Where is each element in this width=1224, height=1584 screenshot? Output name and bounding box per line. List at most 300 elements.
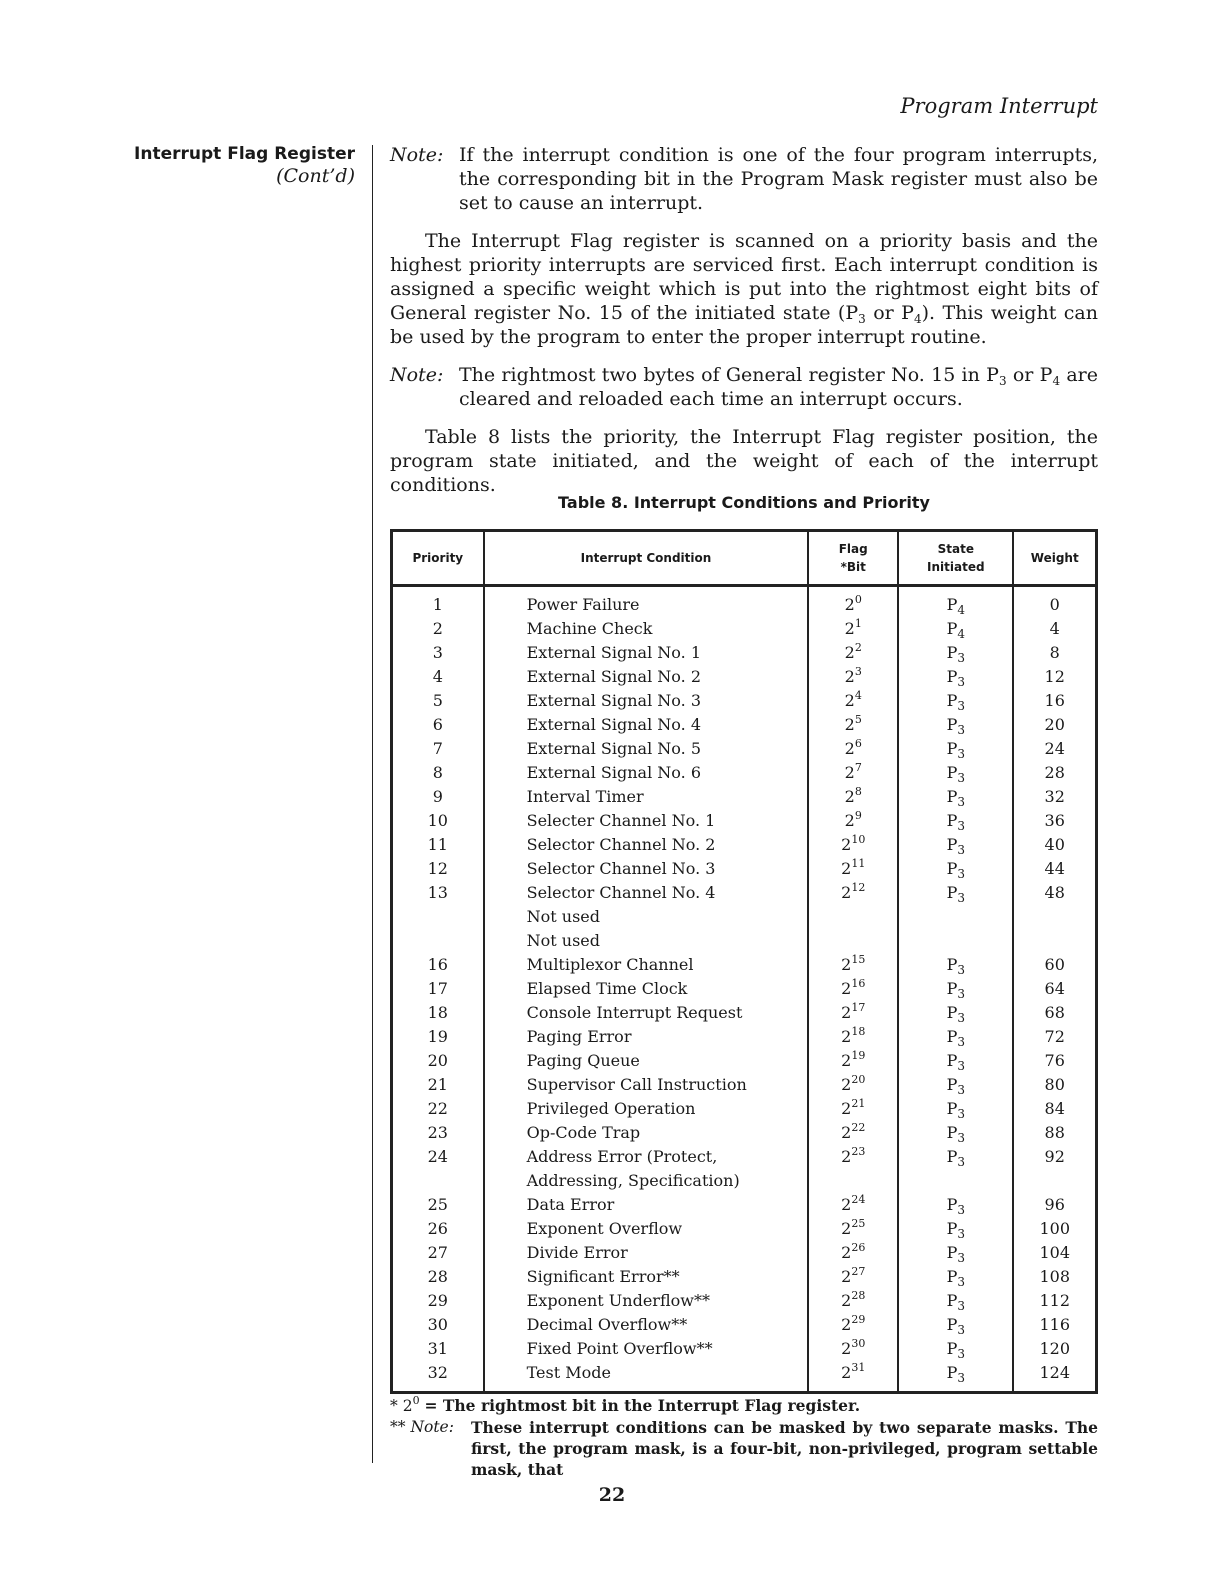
weight-cell: 88 bbox=[1013, 1121, 1096, 1145]
table-row bbox=[392, 809, 1097, 833]
condition-cell: Selector Channel No. 2 bbox=[484, 833, 809, 857]
state-subscript: 3 bbox=[957, 1371, 966, 1385]
condition-cell: Data Error bbox=[484, 1193, 809, 1217]
text-run: The rightmost two bytes of General register No. 15 in P bbox=[459, 364, 999, 386]
condition-cell: Selecter Channel No. 1 bbox=[484, 809, 809, 833]
note-2 bbox=[390, 363, 1098, 411]
header-flag bbox=[808, 531, 898, 586]
priority-cell: 12 bbox=[392, 857, 484, 881]
state-subscript: 3 bbox=[957, 1083, 966, 1097]
priority-cell: 22 bbox=[392, 1097, 484, 1121]
flag-exponent: 31 bbox=[851, 1361, 866, 1374]
flag-exponent: 12 bbox=[851, 881, 866, 894]
condition-cell: Power Failure bbox=[484, 593, 809, 617]
condition-cell: External Signal No. 1 bbox=[484, 641, 809, 665]
flag-exponent: 18 bbox=[851, 1025, 866, 1038]
condition-cell: Address Error (Protect, bbox=[484, 1145, 809, 1169]
table-row bbox=[392, 833, 1097, 857]
state-cell bbox=[898, 1073, 1013, 1097]
spacer-cell bbox=[484, 1385, 809, 1393]
priority-cell: 27 bbox=[392, 1241, 484, 1265]
table-row bbox=[392, 1073, 1097, 1097]
state-subscript: 3 bbox=[957, 1131, 966, 1145]
table-row bbox=[392, 1145, 1097, 1169]
flag-bit-cell bbox=[808, 761, 898, 785]
table-row bbox=[392, 1169, 1097, 1193]
state-base: P bbox=[946, 1339, 958, 1358]
condition-cell: Decimal Overflow** bbox=[484, 1313, 809, 1337]
subscript: 3 bbox=[858, 312, 866, 326]
state-subscript: 3 bbox=[957, 1251, 966, 1265]
spacer-cell bbox=[808, 586, 898, 594]
flag-base: 2 bbox=[844, 787, 855, 806]
spacer-cell bbox=[898, 1385, 1013, 1393]
weight-cell: 0 bbox=[1013, 593, 1096, 617]
table-row bbox=[392, 857, 1097, 881]
footnote-text bbox=[390, 1395, 860, 1417]
flag-base: 2 bbox=[841, 1099, 852, 1118]
state-cell bbox=[898, 1313, 1013, 1337]
priority-cell: 3 bbox=[392, 641, 484, 665]
flag-base: 2 bbox=[841, 1027, 852, 1046]
flag-base: 2 bbox=[841, 1123, 852, 1142]
state-cell bbox=[898, 1169, 1013, 1193]
flag-bit-cell bbox=[808, 905, 898, 929]
priority-cell bbox=[392, 905, 484, 929]
weight-cell: 60 bbox=[1013, 953, 1096, 977]
table-row bbox=[392, 881, 1097, 905]
flag-exponent: 24 bbox=[851, 1193, 866, 1206]
table-row bbox=[392, 1241, 1097, 1265]
flag-exponent: 8 bbox=[854, 785, 862, 798]
state-subscript: 3 bbox=[957, 1323, 966, 1337]
condition-cell: Not used bbox=[484, 905, 809, 929]
flag-bit-cell bbox=[808, 1049, 898, 1073]
flag-exponent: 15 bbox=[851, 953, 866, 966]
priority-cell: 10 bbox=[392, 809, 484, 833]
flag-base: 2 bbox=[841, 955, 852, 974]
state-subscript: 3 bbox=[957, 843, 966, 857]
header-line: Initiated bbox=[927, 560, 985, 574]
condition-cell: Significant Error** bbox=[484, 1265, 809, 1289]
flag-bit-cell bbox=[808, 689, 898, 713]
weight-cell: 100 bbox=[1013, 1217, 1096, 1241]
running-header: Program Interrupt bbox=[900, 94, 1098, 118]
state-cell bbox=[898, 1145, 1013, 1169]
flag-exponent: 23 bbox=[851, 1145, 866, 1158]
priority-cell: 7 bbox=[392, 737, 484, 761]
spacer-cell bbox=[1013, 586, 1096, 594]
state-subscript: 3 bbox=[957, 651, 966, 665]
state-cell bbox=[898, 881, 1013, 905]
state-cell bbox=[898, 1097, 1013, 1121]
condition-cell: Divide Error bbox=[484, 1241, 809, 1265]
flag-base: 2 bbox=[841, 1243, 852, 1262]
text-run: The Interrupt Flag register is scanned on a priority basis and the highest priority interrupts are serviced first. Each interrupt condition is assigned a specific weight which is put into the rightmost eight bits of General register No. 15 of the initiated state (P bbox=[390, 230, 1098, 324]
state-subscript: 3 bbox=[957, 987, 966, 1001]
condition-cell: Console Interrupt Request bbox=[484, 1001, 809, 1025]
flag-bit-cell bbox=[808, 1289, 898, 1313]
priority-cell: 24 bbox=[392, 1145, 484, 1169]
state-base: P bbox=[946, 1315, 958, 1334]
state-base: P bbox=[946, 1003, 958, 1022]
section-subtitle: (Cont’d) bbox=[276, 165, 355, 187]
condition-cell: Multiplexor Channel bbox=[484, 953, 809, 977]
page-number: 22 bbox=[598, 1484, 626, 1506]
state-cell bbox=[898, 857, 1013, 881]
state-cell bbox=[898, 1217, 1013, 1241]
state-subscript: 3 bbox=[957, 891, 966, 905]
footnote-marker: ** bbox=[390, 1418, 406, 1436]
state-subscript: 3 bbox=[957, 1347, 966, 1361]
table-row bbox=[392, 617, 1097, 641]
condition-cell: Interval Timer bbox=[484, 785, 809, 809]
flag-exponent: 30 bbox=[851, 1337, 866, 1350]
state-subscript: 3 bbox=[957, 1203, 966, 1217]
weight-cell: 32 bbox=[1013, 785, 1096, 809]
table-row bbox=[392, 1193, 1097, 1217]
priority-cell: 1 bbox=[392, 593, 484, 617]
state-base: P bbox=[946, 1291, 958, 1310]
flag-exponent: 16 bbox=[851, 977, 866, 990]
state-cell bbox=[898, 641, 1013, 665]
state-subscript: 3 bbox=[957, 1227, 966, 1241]
exponent: 0 bbox=[412, 1394, 420, 1407]
weight-cell: 40 bbox=[1013, 833, 1096, 857]
subscript: 3 bbox=[998, 374, 1007, 388]
priority-cell: 19 bbox=[392, 1025, 484, 1049]
spacer-cell bbox=[1013, 1385, 1096, 1393]
flag-bit-cell bbox=[808, 1193, 898, 1217]
table-body bbox=[392, 586, 1097, 1393]
priority-cell bbox=[392, 1169, 484, 1193]
table-row bbox=[392, 1025, 1097, 1049]
spacer-cell bbox=[392, 1385, 484, 1393]
flag-base: 2 bbox=[841, 979, 852, 998]
flag-bit-cell bbox=[808, 977, 898, 1001]
section-title: Interrupt Flag Register bbox=[134, 144, 355, 164]
state-base: P bbox=[946, 763, 958, 782]
condition-cell: Op-Code Trap bbox=[484, 1121, 809, 1145]
state-base: P bbox=[946, 1363, 958, 1382]
state-cell bbox=[898, 1241, 1013, 1265]
priority-cell: 26 bbox=[392, 1217, 484, 1241]
base: 2 bbox=[402, 1397, 413, 1415]
flag-base: 2 bbox=[844, 811, 855, 830]
flag-bit-cell bbox=[808, 953, 898, 977]
flag-base: 2 bbox=[844, 715, 855, 734]
state-base: P bbox=[946, 1123, 958, 1142]
weight-cell: 48 bbox=[1013, 881, 1096, 905]
flag-exponent: 11 bbox=[851, 857, 866, 870]
header-priority: Priority bbox=[392, 531, 484, 586]
condition-cell: Test Mode bbox=[484, 1361, 809, 1385]
condition-cell: External Signal No. 6 bbox=[484, 761, 809, 785]
priority-cell: 29 bbox=[392, 1289, 484, 1313]
text-run: are cleared and reloaded each time an interrupt occurs. bbox=[459, 364, 1099, 410]
weight-cell: 76 bbox=[1013, 1049, 1096, 1073]
weight-cell bbox=[1013, 1169, 1096, 1193]
state-cell bbox=[898, 953, 1013, 977]
vertical-rule bbox=[372, 145, 373, 1463]
state-cell bbox=[898, 593, 1013, 617]
body-text bbox=[390, 143, 1098, 511]
note-text: If the interrupt condition is one of the four program interrupts, the corresponding bit in the Program Mask register must also be set to cause an interrupt. bbox=[459, 144, 1098, 214]
footnote-1 bbox=[390, 1395, 1098, 1417]
priority-cell: 9 bbox=[392, 785, 484, 809]
state-cell bbox=[898, 737, 1013, 761]
spacer-row bbox=[392, 1385, 1097, 1393]
priority-cell: 11 bbox=[392, 833, 484, 857]
flag-bit-cell bbox=[808, 1097, 898, 1121]
flag-bit-cell bbox=[808, 1001, 898, 1025]
weight-cell: 64 bbox=[1013, 977, 1096, 1001]
priority-cell: 8 bbox=[392, 761, 484, 785]
state-base: P bbox=[946, 859, 958, 878]
flag-base: 2 bbox=[841, 1051, 852, 1070]
state-base: P bbox=[946, 667, 958, 686]
table-caption: Table 8. Interrupt Conditions and Priority bbox=[558, 493, 930, 512]
flag-exponent: 5 bbox=[854, 713, 862, 726]
state-subscript: 3 bbox=[957, 1155, 966, 1169]
priority-cell: 2 bbox=[392, 617, 484, 641]
flag-exponent: 1 bbox=[854, 617, 862, 630]
priority-cell: 30 bbox=[392, 1313, 484, 1337]
state-subscript: 3 bbox=[957, 867, 966, 881]
flag-exponent: 9 bbox=[854, 809, 862, 822]
weight-cell: 44 bbox=[1013, 857, 1096, 881]
state-base: P bbox=[946, 595, 958, 614]
state-cell bbox=[898, 1289, 1013, 1313]
condition-cell: External Signal No. 3 bbox=[484, 689, 809, 713]
condition-cell: External Signal No. 5 bbox=[484, 737, 809, 761]
priority-cell: 32 bbox=[392, 1361, 484, 1385]
header-condition: Interrupt Condition bbox=[484, 531, 809, 586]
priority-cell: 6 bbox=[392, 713, 484, 737]
condition-cell: Fixed Point Overflow** bbox=[484, 1337, 809, 1361]
weight-cell: 120 bbox=[1013, 1337, 1096, 1361]
weight-cell: 28 bbox=[1013, 761, 1096, 785]
state-subscript: 3 bbox=[957, 963, 966, 977]
flag-exponent: 21 bbox=[851, 1097, 866, 1110]
table-row bbox=[392, 593, 1097, 617]
flag-exponent: 17 bbox=[851, 1001, 866, 1014]
footnote-marker: * bbox=[390, 1397, 398, 1415]
flag-bit-cell bbox=[808, 1337, 898, 1361]
flag-base: 2 bbox=[841, 1219, 852, 1238]
weight-cell: 4 bbox=[1013, 617, 1096, 641]
condition-cell: External Signal No. 2 bbox=[484, 665, 809, 689]
flag-bit-cell bbox=[808, 617, 898, 641]
state-base: P bbox=[946, 1027, 958, 1046]
state-subscript: 3 bbox=[957, 699, 966, 713]
flag-base: 2 bbox=[844, 691, 855, 710]
flag-bit-cell bbox=[808, 1145, 898, 1169]
header-line: *Bit bbox=[840, 560, 866, 574]
flag-base: 2 bbox=[844, 739, 855, 758]
table-row bbox=[392, 929, 1097, 953]
flag-base: 2 bbox=[841, 1003, 852, 1022]
state-cell bbox=[898, 665, 1013, 689]
state-base: P bbox=[946, 835, 958, 854]
condition-cell: External Signal No. 4 bbox=[484, 713, 809, 737]
priority-cell: 16 bbox=[392, 953, 484, 977]
flag-exponent: 4 bbox=[854, 689, 862, 702]
state-subscript: 3 bbox=[957, 1059, 966, 1073]
state-subscript: 3 bbox=[957, 771, 966, 785]
flag-exponent: 25 bbox=[851, 1217, 866, 1230]
footnote-body: = The rightmost bit in the Interrupt Flag register. bbox=[424, 1396, 861, 1415]
spacer-cell bbox=[808, 1385, 898, 1393]
flag-bit-cell bbox=[808, 713, 898, 737]
flag-base: 2 bbox=[841, 1147, 852, 1166]
table-row bbox=[392, 737, 1097, 761]
state-cell bbox=[898, 929, 1013, 953]
flag-bit-cell bbox=[808, 1313, 898, 1337]
flag-base: 2 bbox=[844, 667, 855, 686]
state-subscript: 3 bbox=[957, 819, 966, 833]
weight-cell: 36 bbox=[1013, 809, 1096, 833]
condition-cell: Not used bbox=[484, 929, 809, 953]
flag-base: 2 bbox=[844, 595, 855, 614]
note-label: Note: bbox=[390, 144, 444, 166]
state-base: P bbox=[946, 979, 958, 998]
state-subscript: 3 bbox=[957, 795, 966, 809]
state-cell bbox=[898, 761, 1013, 785]
condition-cell: Paging Error bbox=[484, 1025, 809, 1049]
state-cell bbox=[898, 1337, 1013, 1361]
priority-cell: 5 bbox=[392, 689, 484, 713]
flag-exponent: 20 bbox=[851, 1073, 866, 1086]
flag-base: 2 bbox=[841, 859, 852, 878]
flag-base: 2 bbox=[844, 619, 855, 638]
flag-bit-cell bbox=[808, 665, 898, 689]
state-cell bbox=[898, 1049, 1013, 1073]
state-base: P bbox=[946, 619, 958, 638]
weight-cell: 8 bbox=[1013, 641, 1096, 665]
state-base: P bbox=[946, 643, 958, 662]
state-base: P bbox=[946, 787, 958, 806]
condition-cell: Machine Check bbox=[484, 617, 809, 641]
weight-cell bbox=[1013, 929, 1096, 953]
state-cell bbox=[898, 905, 1013, 929]
table-row bbox=[392, 785, 1097, 809]
condition-cell: Selector Channel No. 3 bbox=[484, 857, 809, 881]
condition-cell: Selector Channel No. 4 bbox=[484, 881, 809, 905]
priority-cell: 28 bbox=[392, 1265, 484, 1289]
text-run: or P bbox=[1006, 364, 1053, 386]
flag-bit-cell bbox=[808, 1073, 898, 1097]
section-sidebar bbox=[120, 143, 355, 187]
spacer-cell bbox=[898, 586, 1013, 594]
spacer-cell bbox=[484, 586, 809, 594]
weight-cell bbox=[1013, 905, 1096, 929]
state-cell bbox=[898, 689, 1013, 713]
flag-bit-cell bbox=[808, 1121, 898, 1145]
state-cell bbox=[898, 1265, 1013, 1289]
state-base: P bbox=[946, 1267, 958, 1286]
footnote-body: These interrupt conditions can be masked by two separate masks. The first, the program mask, is a four-bit, non-privileged, program settable mask, that bbox=[471, 1418, 1098, 1479]
flag-bit-cell bbox=[808, 881, 898, 905]
spacer-cell bbox=[392, 586, 484, 594]
condition-cell: Exponent Overflow bbox=[484, 1217, 809, 1241]
state-cell bbox=[898, 785, 1013, 809]
state-cell bbox=[898, 1025, 1013, 1049]
table-row bbox=[392, 977, 1097, 1001]
table-row bbox=[392, 953, 1097, 977]
footnotes bbox=[390, 1395, 1098, 1480]
flag-exponent: 26 bbox=[851, 1241, 866, 1254]
flag-bit-cell bbox=[808, 833, 898, 857]
table-row bbox=[392, 713, 1097, 737]
state-cell bbox=[898, 1193, 1013, 1217]
weight-cell: 68 bbox=[1013, 1001, 1096, 1025]
weight-cell: 80 bbox=[1013, 1073, 1096, 1097]
state-base: P bbox=[946, 883, 958, 902]
flag-bit-cell bbox=[808, 785, 898, 809]
weight-cell: 20 bbox=[1013, 713, 1096, 737]
state-base: P bbox=[946, 1147, 958, 1166]
flag-bit-cell bbox=[808, 1265, 898, 1289]
state-base: P bbox=[946, 1219, 958, 1238]
flag-bit-cell bbox=[808, 593, 898, 617]
weight-cell: 92 bbox=[1013, 1145, 1096, 1169]
condition-cell: Exponent Underflow** bbox=[484, 1289, 809, 1313]
weight-cell: 72 bbox=[1013, 1025, 1096, 1049]
priority-cell: 18 bbox=[392, 1001, 484, 1025]
header-weight: Weight bbox=[1013, 531, 1096, 586]
flag-bit-cell bbox=[808, 1361, 898, 1385]
flag-base: 2 bbox=[841, 1075, 852, 1094]
priority-cell bbox=[392, 929, 484, 953]
table-row bbox=[392, 1361, 1097, 1385]
flag-base: 2 bbox=[841, 1339, 852, 1358]
weight-cell: 104 bbox=[1013, 1241, 1096, 1265]
state-subscript: 3 bbox=[957, 723, 966, 737]
flag-exponent: 29 bbox=[851, 1313, 866, 1326]
state-subscript: 3 bbox=[957, 1299, 966, 1313]
flag-base: 2 bbox=[844, 763, 855, 782]
state-subscript: 4 bbox=[957, 603, 966, 617]
state-base: P bbox=[946, 715, 958, 734]
flag-bit-cell bbox=[808, 1217, 898, 1241]
flag-base: 2 bbox=[841, 1195, 852, 1214]
weight-cell: 96 bbox=[1013, 1193, 1096, 1217]
weight-cell: 12 bbox=[1013, 665, 1096, 689]
flag-exponent: 6 bbox=[854, 737, 862, 750]
flag-bit-cell bbox=[808, 641, 898, 665]
state-cell bbox=[898, 977, 1013, 1001]
flag-base: 2 bbox=[841, 1267, 852, 1286]
flag-bit-cell bbox=[808, 1025, 898, 1049]
subscript: 4 bbox=[913, 312, 922, 326]
text-run: or P bbox=[865, 302, 914, 324]
flag-base: 2 bbox=[841, 1291, 852, 1310]
state-base: P bbox=[946, 1099, 958, 1118]
spacer-row bbox=[392, 586, 1097, 594]
flag-exponent: 22 bbox=[851, 1121, 866, 1134]
footnote-label bbox=[390, 1417, 471, 1480]
priority-cell: 13 bbox=[392, 881, 484, 905]
flag-exponent: 19 bbox=[851, 1049, 866, 1062]
condition-cell: Privileged Operation bbox=[484, 1097, 809, 1121]
state-base: P bbox=[946, 811, 958, 830]
weight-cell: 112 bbox=[1013, 1289, 1096, 1313]
flag-exponent: 2 bbox=[854, 641, 862, 654]
note-1 bbox=[390, 143, 1098, 215]
state-base: P bbox=[946, 1195, 958, 1214]
weight-cell: 84 bbox=[1013, 1097, 1096, 1121]
